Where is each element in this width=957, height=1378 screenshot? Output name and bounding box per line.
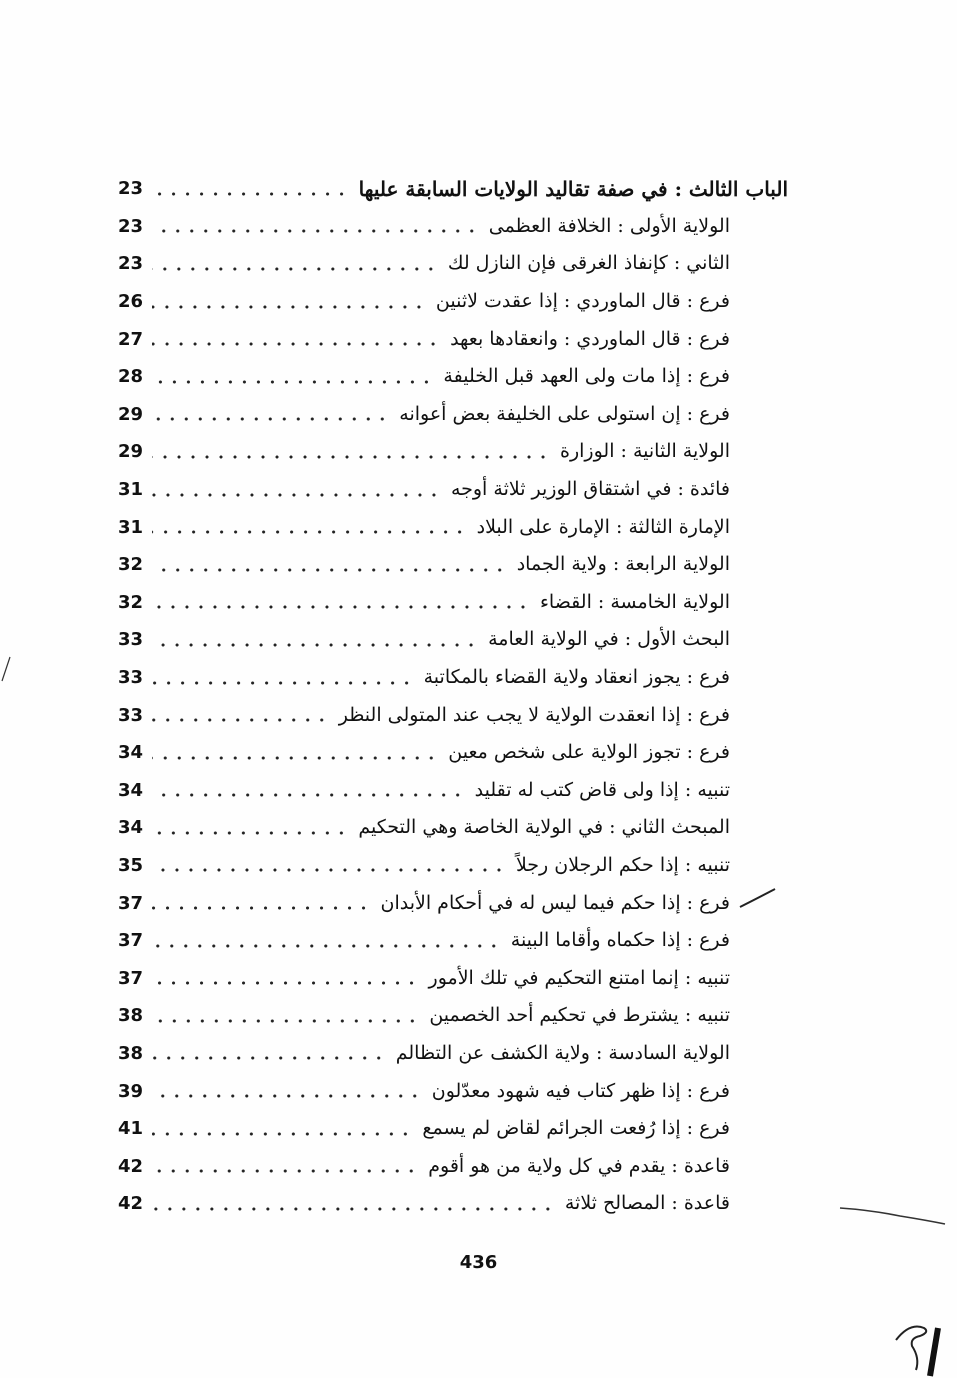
dot-leader bbox=[152, 305, 426, 309]
dot-leader bbox=[152, 267, 438, 271]
dot-leader bbox=[152, 1094, 422, 1098]
check-pen-mark bbox=[738, 885, 778, 915]
toc-page-number: 37 bbox=[118, 930, 144, 952]
toc-entry bbox=[118, 659, 788, 697]
dot-leader bbox=[152, 568, 507, 572]
toc-entry bbox=[118, 283, 788, 321]
dot-leader bbox=[152, 192, 349, 196]
toc-entry bbox=[118, 1147, 788, 1185]
toc-entry bbox=[118, 471, 788, 509]
toc-entry-text: تنبيه : إنما امتنع التحكيم في تلك الأمور bbox=[428, 966, 730, 989]
toc-entry bbox=[118, 959, 788, 997]
dot-leader bbox=[152, 944, 501, 948]
toc-entry bbox=[118, 1035, 788, 1073]
toc-entry-text: الولاية السادسة : ولاية الكشف عن التظالم bbox=[395, 1041, 730, 1064]
toc-entry-text: قاعدة : المصالح ثلاثة bbox=[564, 1192, 730, 1215]
dot-leader bbox=[152, 681, 414, 685]
toc-page-number: 38 bbox=[118, 1042, 144, 1064]
toc-page-number: 29 bbox=[118, 403, 144, 425]
toc-page-number: 41 bbox=[118, 1118, 144, 1140]
toc-entry-text: فرع : إذا ظهر كتاب فيه شهود معدّلون bbox=[431, 1079, 730, 1102]
left-margin-pen-mark bbox=[0, 655, 12, 685]
toc-entry bbox=[118, 433, 788, 471]
toc-page-number: 29 bbox=[118, 441, 144, 463]
toc-page-number: 35 bbox=[118, 854, 144, 876]
toc-entry bbox=[118, 621, 788, 659]
toc-entry bbox=[118, 1110, 788, 1148]
toc-entry bbox=[118, 696, 788, 734]
toc-entry bbox=[118, 546, 788, 584]
toc-entry-text: فرع : تجوز الولاية على شخص معين bbox=[448, 741, 730, 764]
toc-entry bbox=[118, 1072, 788, 1110]
toc-entry bbox=[118, 584, 788, 622]
toc-entry bbox=[118, 997, 788, 1035]
toc-entry bbox=[118, 358, 788, 396]
toc-entry-text: تنبيه : إذا ولى قاض كتب له تقليد bbox=[474, 778, 730, 801]
toc-entry-text: المبحث الثاني : في الولاية الخاصة وهي التحكيم bbox=[358, 816, 730, 839]
dot-leader bbox=[152, 643, 478, 647]
toc-entry-text: الثاني : كإنفاذ الغرقى فإن النازل لك bbox=[447, 252, 730, 275]
toc-entry-text: فرع : قال الماوردي : إذا عقدت لاثنين bbox=[435, 290, 730, 313]
dot-leader bbox=[152, 530, 467, 534]
toc-entry bbox=[118, 396, 788, 434]
toc-entry bbox=[118, 170, 788, 208]
dot-leader bbox=[152, 417, 389, 421]
toc-entry-text: تنبيه : يشترط في تحكيم أحد الخصمين bbox=[429, 1004, 730, 1027]
dot-leader bbox=[152, 906, 371, 910]
toc-page-number: 32 bbox=[118, 591, 144, 613]
dot-leader bbox=[152, 793, 465, 797]
toc-page-number: 42 bbox=[118, 1193, 144, 1215]
toc-entry-text: فرع : إذا حكماه وأقاما البينة bbox=[510, 929, 730, 952]
toc-page-number: 31 bbox=[118, 479, 144, 501]
table-of-contents bbox=[118, 170, 788, 1223]
dot-leader bbox=[152, 1169, 418, 1173]
toc-page-number: 38 bbox=[118, 1005, 144, 1027]
toc-page-number: 34 bbox=[118, 779, 144, 801]
toc-entry-text: فرع : يجوز انعقاد ولاية القضاء بالمكاتبة bbox=[423, 666, 730, 689]
dot-leader bbox=[152, 605, 530, 609]
dot-leader bbox=[152, 1132, 412, 1136]
toc-entry-text: فرع : إن استولى على الخليفة بعض أعوانه bbox=[399, 402, 730, 425]
toc-entry bbox=[118, 922, 788, 960]
toc-entry-text: الولاية الرابعة : ولاية الجماد bbox=[516, 553, 730, 576]
toc-entry bbox=[118, 847, 788, 885]
toc-entry-text: فرع : إذا انعقدت الولاية لا يجب عند المتولى النظر bbox=[338, 703, 730, 726]
dot-leader bbox=[152, 981, 419, 985]
toc-entry-text: الولاية الخامسة : القضاء bbox=[539, 590, 730, 613]
toc-entry-text: فائدة : في اشتقاق الوزير ثلاثة أوجه bbox=[450, 478, 730, 501]
toc-entry bbox=[118, 320, 788, 358]
toc-entry-text: فرع : إذا حكم فيما ليس له في أحكام الأبدان bbox=[380, 891, 730, 914]
toc-page-number: 39 bbox=[118, 1080, 144, 1102]
right-margin-pen-mark bbox=[830, 1196, 950, 1226]
dot-leader bbox=[152, 380, 433, 384]
page-number-footer: 436 bbox=[459, 1252, 498, 1273]
toc-page-number: 33 bbox=[118, 667, 144, 689]
toc-page-number: 34 bbox=[118, 742, 144, 764]
toc-page-number: 28 bbox=[118, 366, 144, 388]
toc-page-number: 31 bbox=[118, 516, 144, 538]
toc-entry bbox=[118, 508, 788, 546]
toc-page-number: 26 bbox=[118, 291, 144, 313]
toc-entry bbox=[118, 1185, 788, 1223]
dot-leader bbox=[152, 342, 440, 346]
dot-leader bbox=[152, 229, 479, 233]
toc-entry-text: الإمارة الثالثة : الإمارة على البلاد bbox=[476, 515, 730, 538]
toc-page-number: 37 bbox=[118, 892, 144, 914]
dot-leader bbox=[152, 493, 441, 497]
toc-page-number: 23 bbox=[118, 215, 144, 237]
toc-entry-text: قاعدة : يقدم في كل ولاية من هو أقوم bbox=[428, 1154, 730, 1177]
dot-leader bbox=[152, 455, 550, 459]
toc-entry bbox=[118, 208, 788, 246]
toc-entry-text: فرع : إذا مات ولى العهد قبل الخليفة bbox=[443, 365, 730, 388]
toc-entry bbox=[118, 809, 788, 847]
dot-leader bbox=[152, 1019, 419, 1023]
toc-entry-text: الولاية الأولى : الخلافة العظمى bbox=[488, 214, 730, 237]
toc-page-number: 32 bbox=[118, 554, 144, 576]
toc-page-number: 42 bbox=[118, 1155, 144, 1177]
toc-entry-text: فرع : إذا رُفعت الجرائم لقاض لم يسمع bbox=[422, 1117, 730, 1140]
dot-leader bbox=[152, 1056, 386, 1060]
dot-leader bbox=[152, 831, 348, 835]
toc-page-number: 34 bbox=[118, 817, 144, 839]
toc-entry bbox=[118, 734, 788, 772]
toc-page-number: 27 bbox=[118, 328, 144, 350]
toc-page-number: 37 bbox=[118, 967, 144, 989]
toc-entry bbox=[118, 772, 788, 810]
corner-pen-mark bbox=[890, 1300, 950, 1378]
dot-leader bbox=[152, 756, 438, 760]
dot-leader bbox=[152, 718, 329, 722]
toc-entry-text: البحث الأول : في الولاية العامة bbox=[488, 628, 730, 651]
toc-entry-text: الباب الثالث : في صفة تقاليد الولايات السابقة عليها bbox=[358, 176, 788, 201]
dot-leader bbox=[152, 868, 506, 872]
toc-entry bbox=[118, 884, 788, 922]
toc-page-number: 23 bbox=[118, 178, 144, 200]
toc-entry-text: الولاية الثانية : الوزارة bbox=[560, 440, 730, 463]
toc-entry-text: تنبيه : إذا حكم الرجلان رجلاً bbox=[515, 853, 730, 876]
toc-page-number: 33 bbox=[118, 629, 144, 651]
toc-page-number: 33 bbox=[118, 704, 144, 726]
toc-entry bbox=[118, 245, 788, 283]
dot-leader bbox=[152, 1207, 555, 1211]
toc-page-number: 23 bbox=[118, 253, 144, 275]
toc-entry-text: فرع : قال الماوردي : وانعقادها بعهد bbox=[450, 327, 730, 350]
